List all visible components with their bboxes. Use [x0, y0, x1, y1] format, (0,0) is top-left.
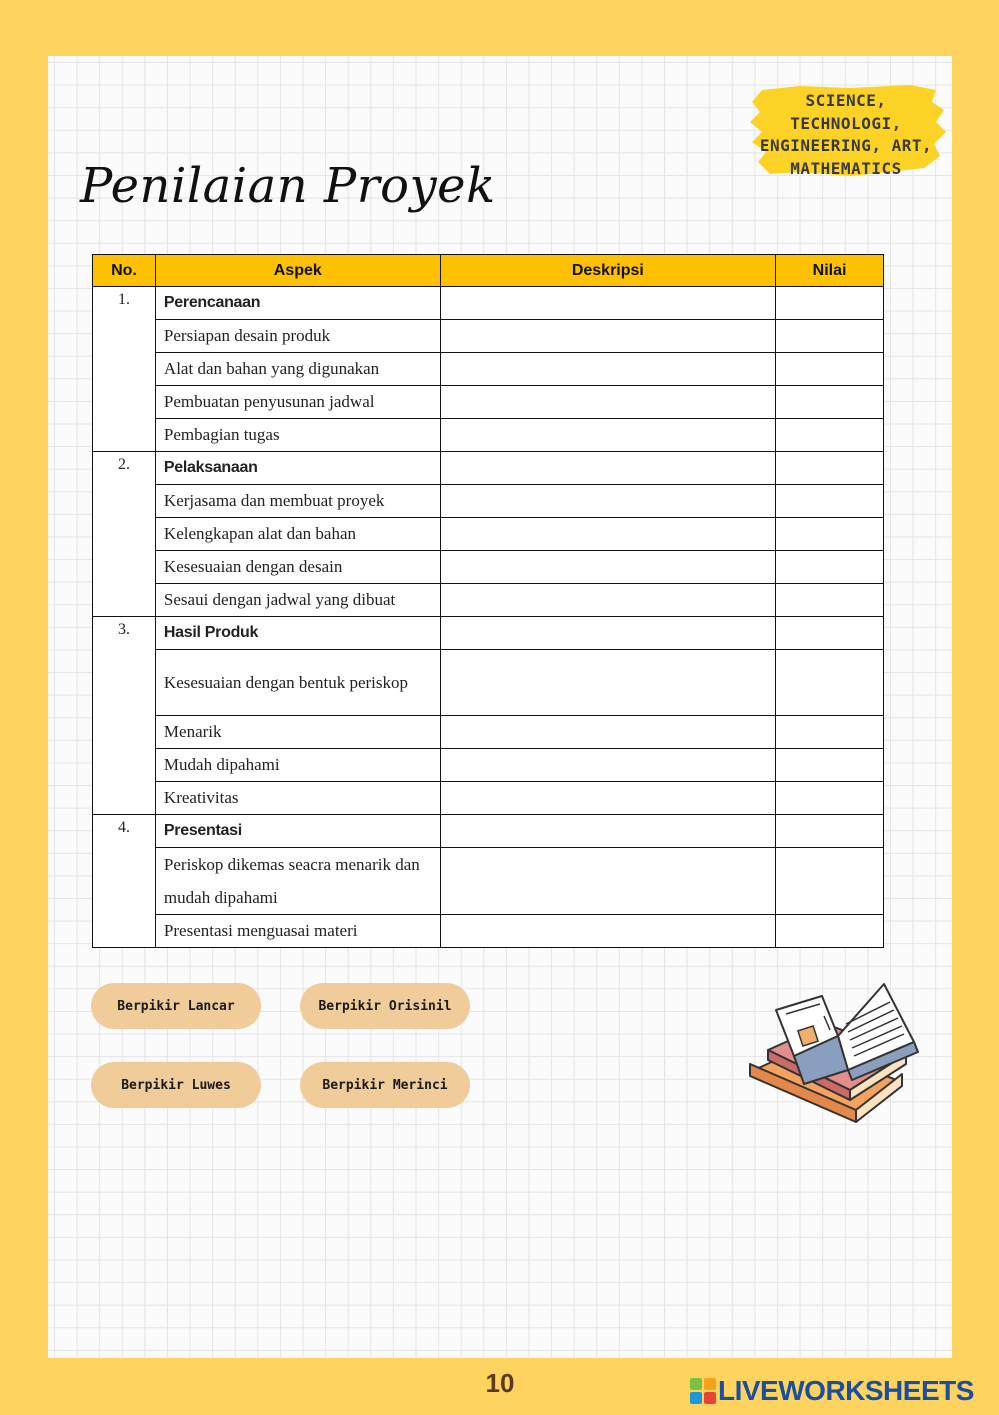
nilai-cell[interactable] [776, 617, 884, 650]
table-row [93, 650, 884, 716]
table-row [93, 287, 884, 320]
deskripsi-cell[interactable] [440, 749, 776, 782]
aspect-item: Mudah dipahami [155, 749, 440, 782]
aspect-item: Pembuatan penyusunan jadwal [155, 386, 440, 419]
aspect-item: Pembagian tugas [155, 419, 440, 452]
liveworksheets-icon [690, 1378, 716, 1404]
deskripsi-cell[interactable] [440, 485, 776, 518]
table-row [93, 782, 884, 815]
table-row [93, 848, 884, 915]
skill-pill-orisinil: Berpikir Orisinil [300, 983, 470, 1029]
nilai-cell[interactable] [776, 386, 884, 419]
nilai-cell[interactable] [776, 782, 884, 815]
brand-text: LIVEWORKSHEETS [718, 1375, 974, 1406]
nilai-cell[interactable] [776, 485, 884, 518]
nilai-cell[interactable] [776, 815, 884, 848]
aspect-item: Sesaui dengan jadwal yang dibuat [155, 584, 440, 617]
nilai-cell[interactable] [776, 518, 884, 551]
deskripsi-cell[interactable] [440, 419, 776, 452]
row-number: 2. [93, 452, 156, 617]
aspect-item: Persiapan desain produk [155, 320, 440, 353]
deskripsi-cell[interactable] [440, 584, 776, 617]
page-number: 10 [485, 1368, 515, 1398]
nilai-cell[interactable] [776, 353, 884, 386]
nilai-cell[interactable] [776, 716, 884, 749]
skill-pill-lancar: Berpikir Lancar [91, 983, 261, 1029]
category-label: Perencanaan [155, 287, 440, 320]
deskripsi-cell[interactable] [440, 452, 776, 485]
row-number: 4. [93, 815, 156, 948]
category-label: Presentasi [155, 815, 440, 848]
aspect-item: Kelengkapan alat dan bahan [155, 518, 440, 551]
category-label: Hasil Produk [155, 617, 440, 650]
liveworksheets-logo [690, 1375, 974, 1407]
nilai-cell[interactable] [776, 650, 884, 716]
table-row [93, 452, 884, 485]
row-number: 1. [93, 287, 156, 452]
row-number: 3. [93, 617, 156, 815]
nilai-cell[interactable] [776, 452, 884, 485]
nilai-cell[interactable] [776, 419, 884, 452]
steam-badge [740, 82, 952, 182]
table-row [93, 320, 884, 353]
table-row [93, 386, 884, 419]
deskripsi-cell[interactable] [440, 650, 776, 716]
table-header-row [93, 255, 884, 287]
table-row [93, 551, 884, 584]
nilai-cell[interactable] [776, 551, 884, 584]
table-row [93, 749, 884, 782]
header-aspek: Aspek [155, 255, 440, 287]
table-row [93, 353, 884, 386]
books-illustration [734, 980, 924, 1125]
aspect-item: Presentasi menguasai materi [155, 915, 440, 948]
steam-line: MATHEMATICS [790, 158, 902, 178]
aspect-item: Kreativitas [155, 782, 440, 815]
deskripsi-cell[interactable] [440, 716, 776, 749]
deskripsi-cell[interactable] [440, 287, 776, 320]
steam-line: SCIENCE, [805, 91, 887, 110]
table-row [93, 518, 884, 551]
aspect-item: Kesesuaian dengan bentuk periskop [155, 650, 440, 716]
table-row [93, 915, 884, 948]
table-row [93, 815, 884, 848]
steam-text [740, 90, 952, 180]
steam-line: TECHNOLOGI, [790, 113, 902, 133]
page-title: Penilaian Proyek [80, 158, 496, 214]
nilai-cell[interactable] [776, 287, 884, 320]
table-row [93, 584, 884, 617]
nilai-cell[interactable] [776, 848, 884, 915]
deskripsi-cell[interactable] [440, 386, 776, 419]
header-no: No. [93, 255, 156, 287]
nilai-cell[interactable] [776, 749, 884, 782]
deskripsi-cell[interactable] [440, 551, 776, 584]
header-deskripsi: Deskripsi [440, 255, 776, 287]
deskripsi-cell[interactable] [440, 353, 776, 386]
skill-pill-merinci: Berpikir Merinci [300, 1062, 470, 1108]
table-row [93, 485, 884, 518]
nilai-cell[interactable] [776, 320, 884, 353]
aspect-item: Menarik [155, 716, 440, 749]
skill-pill-luwes: Berpikir Luwes [91, 1062, 261, 1108]
steam-line: ENGINEERING, ART, [759, 136, 933, 155]
deskripsi-cell[interactable] [440, 617, 776, 650]
deskripsi-cell[interactable] [440, 782, 776, 815]
nilai-cell[interactable] [776, 584, 884, 617]
deskripsi-cell[interactable] [440, 815, 776, 848]
header-nilai: Nilai [776, 255, 884, 287]
table-row [93, 419, 884, 452]
table-row [93, 617, 884, 650]
aspect-item: Kerjasama dan membuat proyek [155, 485, 440, 518]
deskripsi-cell[interactable] [440, 518, 776, 551]
aspect-item: Periskop dikemas seacra menarik dan mudah dipahami [155, 848, 440, 915]
table-row [93, 716, 884, 749]
aspect-item: Alat dan bahan yang digunakan [155, 353, 440, 386]
aspect-item: Kesesuaian dengan desain [155, 551, 440, 584]
deskripsi-cell[interactable] [440, 848, 776, 915]
assessment-table [92, 254, 884, 948]
deskripsi-cell[interactable] [440, 320, 776, 353]
category-label: Pelaksanaan [155, 452, 440, 485]
deskripsi-cell[interactable] [440, 915, 776, 948]
nilai-cell[interactable] [776, 915, 884, 948]
